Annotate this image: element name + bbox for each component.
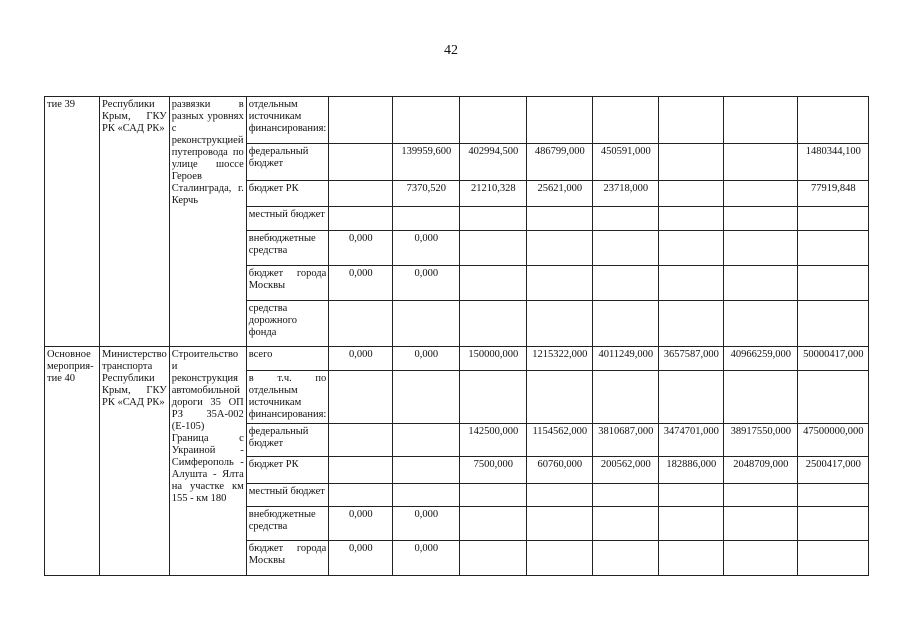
amount-cell bbox=[724, 507, 798, 541]
executor-cell: Министерство транспорта Республики Крым, ГКУ РК «САД РК» bbox=[100, 347, 170, 576]
amount-cell bbox=[393, 97, 460, 144]
amount-cell bbox=[798, 207, 869, 231]
amount-cell: 0,000 bbox=[329, 231, 393, 266]
amount-cell bbox=[593, 507, 659, 541]
amount-cell bbox=[460, 541, 527, 576]
amount-cell bbox=[527, 371, 593, 424]
amount-cell bbox=[659, 541, 724, 576]
funding-source-cell: внебюджетные средства bbox=[246, 231, 329, 266]
amount-cell bbox=[659, 231, 724, 266]
amount-cell bbox=[329, 97, 393, 144]
amount-cell bbox=[460, 371, 527, 424]
funding-source-cell: бюджет РК bbox=[246, 181, 329, 207]
funding-source-cell: всего bbox=[246, 347, 329, 371]
amount-cell bbox=[329, 484, 393, 507]
amount-cell: 77919,848 bbox=[798, 181, 869, 207]
amount-cell bbox=[724, 207, 798, 231]
amount-cell: 200562,000 bbox=[593, 457, 659, 484]
page-number: 42 bbox=[444, 43, 458, 58]
funding-source-cell: федеральный бюджет bbox=[246, 424, 329, 457]
amount-cell bbox=[798, 231, 869, 266]
amount-cell bbox=[329, 181, 393, 207]
amount-cell bbox=[724, 301, 798, 347]
amount-cell bbox=[329, 301, 393, 347]
amount-cell bbox=[527, 231, 593, 266]
amount-cell bbox=[460, 266, 527, 301]
amount-cell bbox=[659, 207, 724, 231]
amount-cell: 3810687,000 bbox=[593, 424, 659, 457]
amount-cell bbox=[659, 97, 724, 144]
amount-cell: 150000,000 bbox=[460, 347, 527, 371]
amount-cell bbox=[527, 97, 593, 144]
event-cell: Основное мероприя-тие 40 bbox=[45, 347, 100, 576]
event-cell: тие 39 bbox=[45, 97, 100, 347]
amount-cell bbox=[724, 144, 798, 181]
funding-source-cell: внебюджетные средства bbox=[246, 507, 329, 541]
amount-cell: 0,000 bbox=[329, 541, 393, 576]
funding-source-cell: отдельным источникам финансирования: bbox=[246, 97, 329, 144]
amount-cell bbox=[460, 231, 527, 266]
amount-cell bbox=[329, 457, 393, 484]
amount-cell: 0,000 bbox=[393, 266, 460, 301]
executor-cell: Республики Крым, ГКУ РК «САД РК» bbox=[100, 97, 170, 347]
amount-cell bbox=[659, 507, 724, 541]
amount-cell: 0,000 bbox=[329, 347, 393, 371]
amount-cell bbox=[329, 424, 393, 457]
amount-cell bbox=[593, 266, 659, 301]
object-cell: Строительство и реконструкция автомобильной дороги 35 ОП РЗ 35А-002 (Е-105) Граница с Украиной - Симферополь - Алушта - Ялта на участке км 155 - км 180 bbox=[169, 347, 246, 576]
amount-cell bbox=[724, 266, 798, 301]
financing-table bbox=[44, 96, 869, 576]
amount-cell: 25621,000 bbox=[527, 181, 593, 207]
amount-cell bbox=[393, 457, 460, 484]
amount-cell: 38917550,000 bbox=[724, 424, 798, 457]
amount-cell bbox=[329, 371, 393, 424]
amount-cell bbox=[798, 371, 869, 424]
amount-cell bbox=[393, 301, 460, 347]
amount-cell bbox=[593, 371, 659, 424]
amount-cell bbox=[527, 266, 593, 301]
funding-source-cell: местный бюджет bbox=[246, 207, 329, 231]
amount-cell bbox=[724, 231, 798, 266]
amount-cell: 7500,000 bbox=[460, 457, 527, 484]
funding-source-cell: бюджет РК bbox=[246, 457, 329, 484]
amount-cell: 4011249,000 bbox=[593, 347, 659, 371]
amount-cell: 0,000 bbox=[393, 541, 460, 576]
amount-cell: 0,000 bbox=[329, 266, 393, 301]
amount-cell: 139959,600 bbox=[393, 144, 460, 181]
amount-cell bbox=[724, 181, 798, 207]
amount-cell bbox=[527, 507, 593, 541]
amount-cell: 3657587,000 bbox=[659, 347, 724, 371]
amount-cell: 1215322,000 bbox=[527, 347, 593, 371]
funding-source-cell: бюджет города Москвы bbox=[246, 266, 329, 301]
amount-cell: 0,000 bbox=[393, 347, 460, 371]
amount-cell bbox=[527, 207, 593, 231]
amount-cell bbox=[659, 144, 724, 181]
amount-cell bbox=[393, 371, 460, 424]
amount-cell bbox=[724, 484, 798, 507]
amount-cell bbox=[798, 266, 869, 301]
amount-cell: 0,000 bbox=[329, 507, 393, 541]
amount-cell: 60760,000 bbox=[527, 457, 593, 484]
amount-cell bbox=[593, 231, 659, 266]
amount-cell bbox=[527, 541, 593, 576]
funding-source-cell: средства дорожного фонда bbox=[246, 301, 329, 347]
amount-cell bbox=[460, 207, 527, 231]
amount-cell bbox=[393, 484, 460, 507]
amount-cell bbox=[527, 484, 593, 507]
amount-cell: 2048709,000 bbox=[724, 457, 798, 484]
amount-cell: 1480344,100 bbox=[798, 144, 869, 181]
amount-cell: 182886,000 bbox=[659, 457, 724, 484]
amount-cell bbox=[659, 266, 724, 301]
amount-cell bbox=[393, 424, 460, 457]
amount-cell: 23718,000 bbox=[593, 181, 659, 207]
amount-cell bbox=[798, 507, 869, 541]
amount-cell: 7370,520 bbox=[393, 181, 460, 207]
amount-cell bbox=[659, 181, 724, 207]
amount-cell bbox=[659, 371, 724, 424]
amount-cell: 0,000 bbox=[393, 507, 460, 541]
table-row bbox=[45, 97, 869, 144]
amount-cell bbox=[593, 541, 659, 576]
amount-cell bbox=[593, 301, 659, 347]
amount-cell bbox=[460, 484, 527, 507]
amount-cell bbox=[724, 371, 798, 424]
amount-cell bbox=[659, 484, 724, 507]
amount-cell bbox=[329, 144, 393, 181]
amount-cell bbox=[460, 301, 527, 347]
amount-cell bbox=[798, 97, 869, 144]
funding-source-cell: федеральный бюджет bbox=[246, 144, 329, 181]
amount-cell bbox=[527, 301, 593, 347]
amount-cell: 3474701,000 bbox=[659, 424, 724, 457]
amount-cell: 50000417,000 bbox=[798, 347, 869, 371]
funding-source-cell: в т.ч. по отдельным источникам финансирования: bbox=[246, 371, 329, 424]
amount-cell: 142500,000 bbox=[460, 424, 527, 457]
amount-cell bbox=[593, 484, 659, 507]
amount-cell bbox=[393, 207, 460, 231]
amount-cell bbox=[329, 207, 393, 231]
table-row bbox=[45, 347, 869, 371]
amount-cell bbox=[593, 207, 659, 231]
amount-cell: 2500417,000 bbox=[798, 457, 869, 484]
funding-source-cell: бюджет города Москвы bbox=[246, 541, 329, 576]
amount-cell: 1154562,000 bbox=[527, 424, 593, 457]
amount-cell: 47500000,000 bbox=[798, 424, 869, 457]
amount-cell bbox=[460, 97, 527, 144]
amount-cell: 40966259,000 bbox=[724, 347, 798, 371]
amount-cell: 486799,000 bbox=[527, 144, 593, 181]
amount-cell bbox=[593, 97, 659, 144]
amount-cell bbox=[724, 541, 798, 576]
amount-cell bbox=[798, 484, 869, 507]
amount-cell bbox=[798, 301, 869, 347]
object-cell: развязки в разных уровнях с реконструкцией путепровода по улице шоссе Героев Сталинграда, г. Керчь bbox=[169, 97, 246, 347]
amount-cell: 0,000 bbox=[393, 231, 460, 266]
amount-cell: 450591,000 bbox=[593, 144, 659, 181]
amount-cell bbox=[659, 301, 724, 347]
funding-source-cell: местный бюджет bbox=[246, 484, 329, 507]
amount-cell bbox=[460, 507, 527, 541]
amount-cell bbox=[798, 541, 869, 576]
amount-cell: 21210,328 bbox=[460, 181, 527, 207]
amount-cell bbox=[724, 97, 798, 144]
amount-cell: 402994,500 bbox=[460, 144, 527, 181]
